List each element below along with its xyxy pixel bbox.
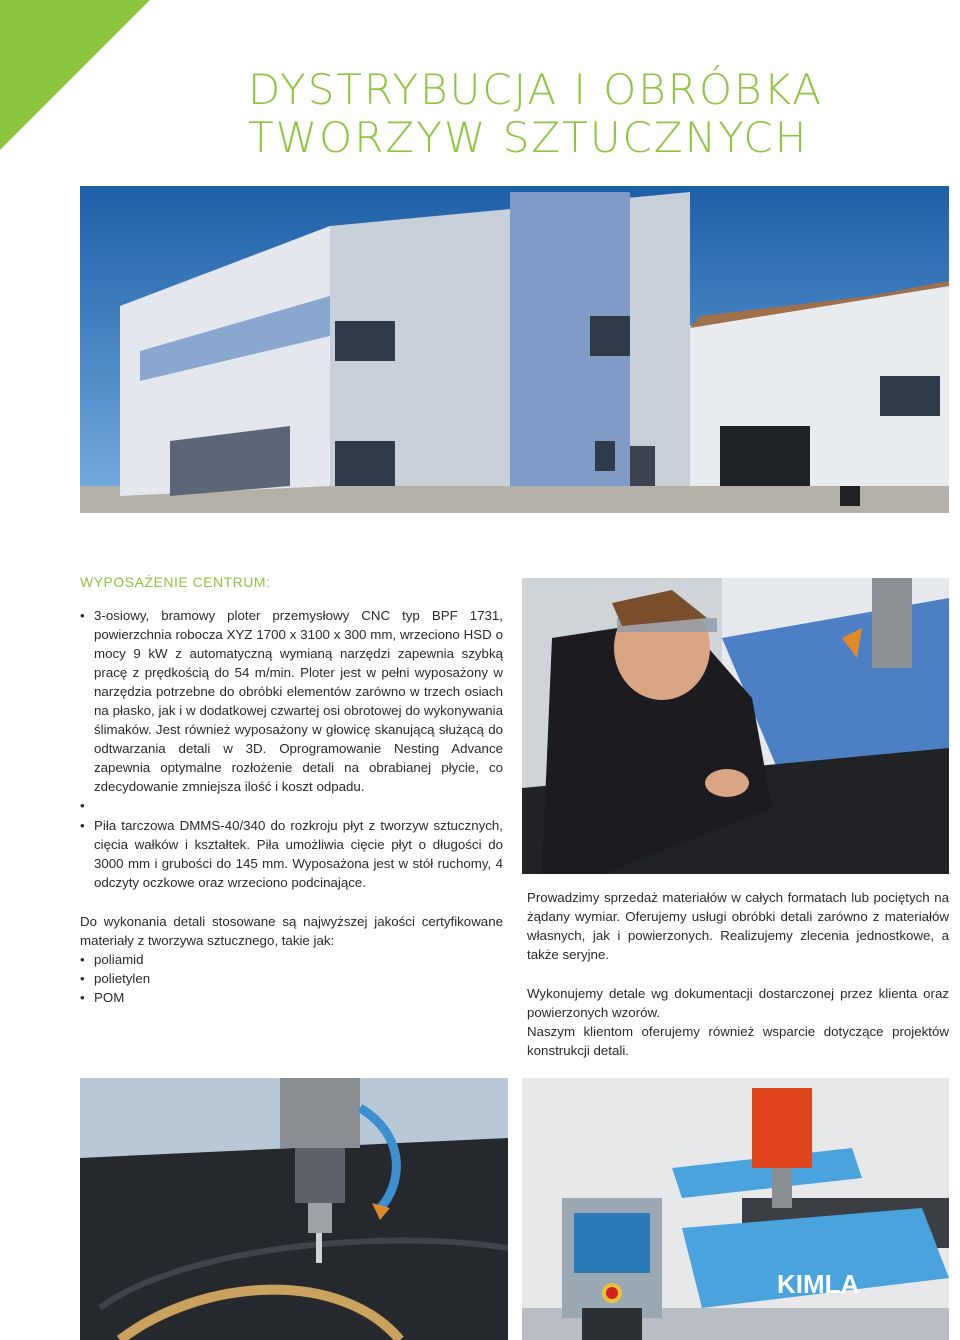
page-title-line2: TWORZYW SZTUCZNYCH — [248, 113, 809, 162]
material-item: • POM — [80, 988, 503, 1007]
page-title — [248, 66, 948, 162]
equipment-item-cnc-plotter: • 3-osiowy, bramowy ploter przemysłowy CNC typ BPF 1731, powierzchnia robocza XYZ 1700 x 3100 x 300 mm, wrzeciono HSD o mocy 9 kW z automatyczną wymianą narzędzi zapewnia szybką pracę z prędkością do 54 m/min. Ploter jest w pełni wyposażony w narzędzia potrzebne do obróbki elementów zarówno w trzech osiach na płasko, jak i w dodatkowej czwartej osi obrotowej do wykonywania ślimaków. Jest również wyposażony w głowicę skanującą służącą do odtwarzania detali w 3D. Oprogramowanie Nesting Advance zapewnia optymalne rozłożenie detali na obrabianej płycie, co zdecydowanie zmniejsza ilość i koszt odpadu. — [80, 606, 503, 796]
left-column — [80, 606, 503, 1007]
services-para-2: Wykonujemy detale wg dokumentacji dostarczonej przez klienta oraz powierzonych wzorów. — [527, 986, 949, 1020]
worker-photo — [522, 578, 949, 874]
kimla-logo-text: KIMLA — [777, 1269, 860, 1299]
material-item: • poliamid — [80, 950, 503, 969]
corner-accent-triangle — [0, 0, 150, 150]
kimla-machine-photo — [522, 1078, 949, 1340]
equipment-list — [80, 606, 503, 892]
services-para-3: Naszym klientom oferujemy również wsparcie dotyczące projektów konstrukcji detali. — [527, 1024, 949, 1058]
cnc-spindle-photo — [80, 1078, 508, 1340]
page-title-line1: DYSTRYBUCJA I OBRÓBKA — [248, 65, 824, 114]
list-spacer — [80, 796, 503, 816]
equipment-heading: WYPOSAŻENIE CENTRUM: — [80, 574, 271, 590]
materials-intro: Do wykonania detali stosowane są najwyższej jakości certyfikowane materiały z tworzywa sztucznego, takie jak: — [80, 914, 503, 948]
services-para-1: Prowadzimy sprzedaż materiałów w całych formatach lub pociętych na żądany wymiar. Oferujemy usługi obróbki detali zarówno z materiałów własnych, jak i powierzonych. Realizujemy zlecenia jednostkowe, a także seryjne. — [527, 890, 949, 962]
material-item: • polietylen — [80, 969, 503, 988]
materials-list — [80, 950, 503, 1007]
equipment-item-circular-saw: • Piła tarczowa DMMS-40/340 do rozkroju płyt z tworzyw sztucznych, cięcia wałków i kształtek. Piła umożliwia cięcie płyt o długości do 3000 mm i grubości do 145 mm. Wyposażona jest w stół ruchomy, 4 odczyty oczkowe oraz wrzeciono podcinające. — [80, 816, 503, 892]
building-photo — [80, 186, 949, 513]
right-column — [527, 888, 949, 1060]
spacer — [80, 892, 503, 912]
spacer — [527, 964, 949, 984]
